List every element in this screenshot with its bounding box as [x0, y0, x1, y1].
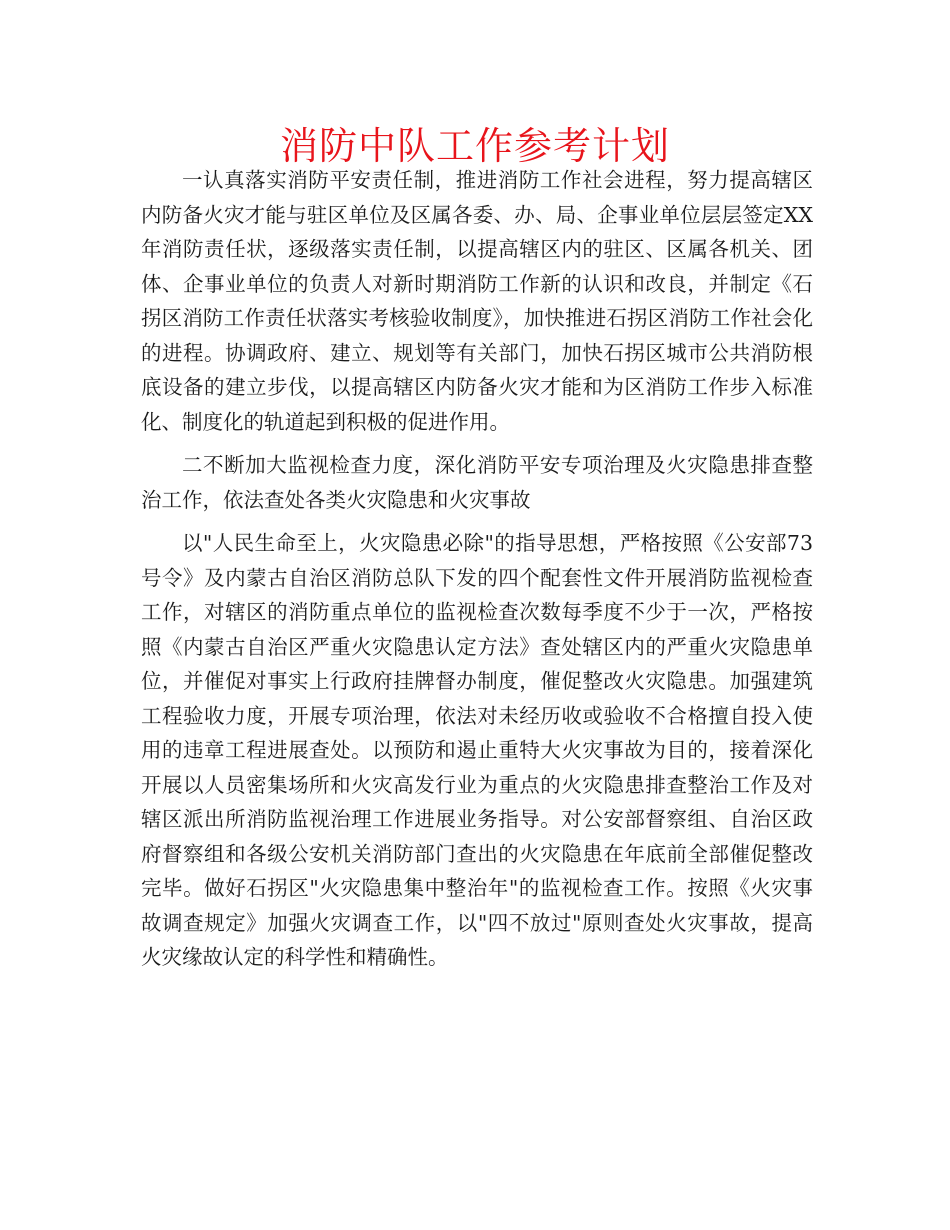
paragraph-2: 二不断加大监视检查力度，深化消防平安专项治理及火灾隐患排查整治工作，依法查处各类火灾隐患和火灾事故 — [141, 453, 813, 512]
document-title: 消防中队工作参考计划 — [279, 124, 670, 168]
paragraph-3: 以"人民生命至上，火灾隐患必除"的指导思想，严格按照《公安部73号令》及内蒙古自治区消防总队下发的四个配套性文件开展消防监视检查工作，对辖区的消防重点单位的监视检查次数每季度不少于一次，严格按照《内蒙古自治区严重火灾隐患认定方法》查处辖区内的严重火灾隐患单位，并催促对事实上行政府挂牌督办制度，催促整改火灾隐患。加强建筑工程验收力度，开展专项治理，依法对未经历收或验收不合格擅自投入使用的违章工程进展查处。以预防和遏止重特大火灾事故为目的，接着深化开展以人员密集场所和火灾高发行业为重点的火灾隐患排查整治工作及对辖区派出所消防监视治理工作进展业务指导。对公安部督察组、自治区政府督察组和各级公安机关消防部门查出的火灾隐患在年底前全部催促整改完毕。做好石拐区"火灾隐患集中整治年"的监视检查工作。按照《火灾事故调查规定》加强火灾调查工作，以"四不放过"原则查处火灾事故，提高火灾缘故认定的科学性和精确性。 — [141, 531, 813, 969]
paragraph-1: 一认真落实消防平安责任制，推进消防工作社会进程，努力提高辖区内防备火灾才能与驻区单位及区属各委、办、局、企事业单位层层签定XX年消防责任状，逐级落实责任制，以提高辖区内的驻区、区属各机关、团体、企事业单位的负责人对新时期消防工作新的认识和改良，并制定《石拐区消防工作责任状落实考核验收制度》，加快推进石拐区消防工作社会化的进程。协调政府、建立、规划等有关部门，加快石拐区城市公共消防根底设备的建立步伐，以提高辖区内防备火灾才能和为区消防工作步入标准化、制度化的轨道起到积极的促进作用。 — [141, 168, 813, 434]
document-body — [141, 163, 813, 984]
